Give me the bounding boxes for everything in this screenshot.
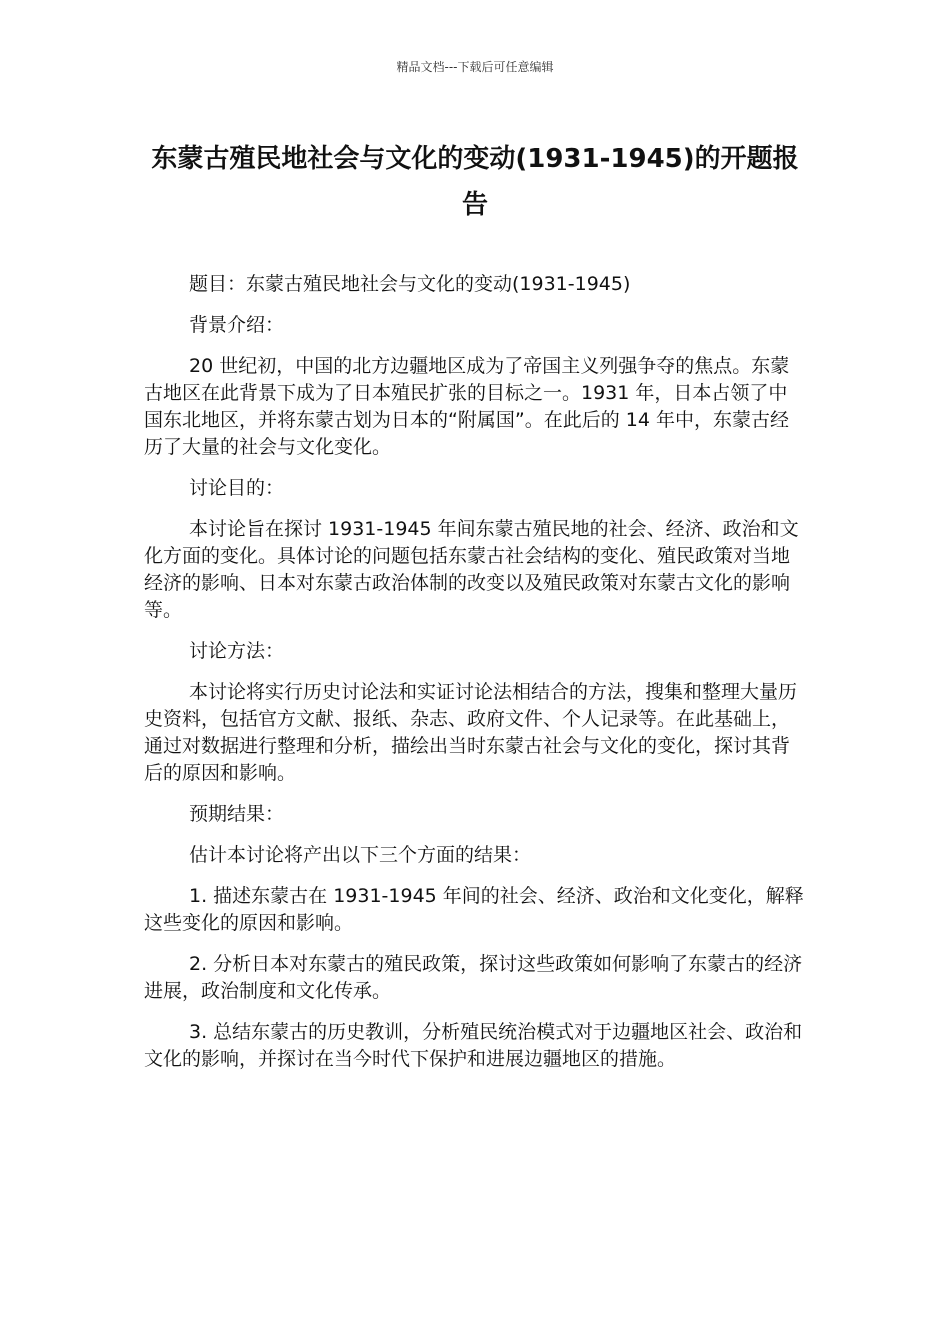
paragraph-purpose: 本讨论旨在探讨 1931-1945 年间东蒙古殖民地的社会、经济、政治和文化方面的变化。具体讨论的问题包括东蒙古社会结构的变化、殖民政策对当地经济的影响、日本对东蒙古政治体制的改变以及殖民政策对东蒙古文化的影响等。 — [144, 518, 799, 621]
paragraph-results-intro: 估计本讨论将产出以下三个方面的结果： — [189, 844, 532, 866]
heading-background: 背景介绍： — [189, 314, 285, 336]
heading-expected-results: 预期结果： — [189, 803, 285, 825]
document-title: 东蒙古殖民地社会与文化的变动(1931-1945)的开题报告 — [151, 144, 799, 220]
paragraph-method: 本讨论将实行历史讨论法和实证讨论法相结合的方法，搜集和整理大量历史资料，包括官方文献、报纸、杂志、政府文件、个人记录等。在此基础上，通过对数据进行整理和分析，描绘出当时东蒙古社会与文化的变化，探讨其背后的原因和影响。 — [144, 681, 798, 784]
result-item-1: 1. 描述东蒙古在 1931-1945 年间的社会、经济、政治和文化变化，解释这些变化的原因和影响。 — [144, 885, 804, 934]
paragraph-topic: 题目：东蒙古殖民地社会与文化的变动(1931-1945) — [189, 273, 631, 295]
result-item-3: 3. 总结东蒙古的历史教训，分析殖民统治模式对于边疆地区社会、政治和文化的影响，并探讨在当今时代下保护和进展边疆地区的措施。 — [144, 1021, 803, 1070]
paragraph-background: 20 世纪初，中国的北方边疆地区成为了帝国主义列强争夺的焦点。东蒙古地区在此背景下成为了日本殖民扩张的目标之一。1931 年，日本占领了中国东北地区，并将东蒙古划为日本的“附属国”。在此后的 14 年中，东蒙古经历了大量的社会与文化变化。 — [144, 355, 790, 458]
heading-method: 讨论方法： — [189, 640, 285, 662]
result-item-2: 2. 分析日本对东蒙古的殖民政策，探讨这些政策如何影响了东蒙古的经济进展，政治制度和文化传承。 — [144, 953, 803, 1002]
document-body — [144, 271, 806, 1087]
page-header-note: 精品文档---下载后可任意编辑 — [396, 60, 554, 74]
heading-purpose: 讨论目的： — [189, 477, 285, 499]
